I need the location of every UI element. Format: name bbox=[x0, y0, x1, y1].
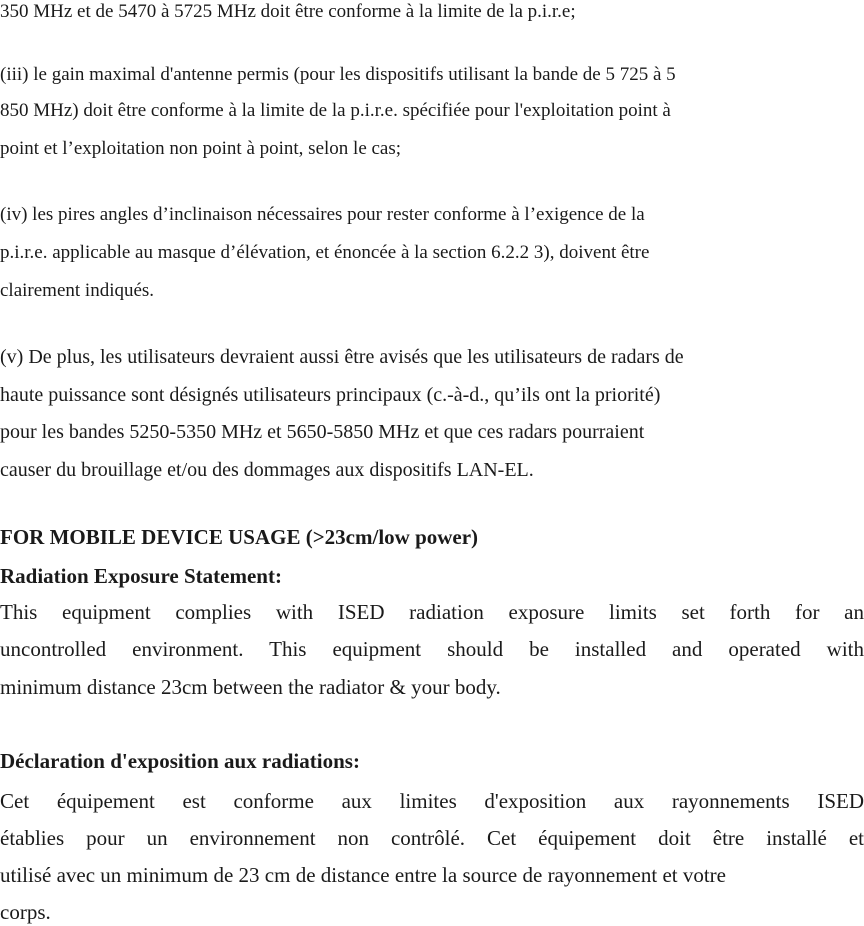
statement-en-line-3: minimum distance 23cm between the radiator & your body. bbox=[0, 675, 501, 699]
paragraph-v-line-2: haute puissance sont désignés utilisateurs principaux (c.-à-d., qu’ils ont la priorité) bbox=[0, 384, 661, 406]
statement-en-heading: Radiation Exposure Statement: bbox=[0, 564, 282, 588]
paragraph-v-line-1: (v) De plus, les utilisateurs devraient aussi être avisés que les utilisateurs de radars de bbox=[0, 346, 684, 368]
statement-fr-heading: Déclaration d'exposition aux radiations: bbox=[0, 749, 360, 773]
paragraph-ii-line-1: 350 MHz et de 5470 à 5725 MHz doit être conforme à la limite de la p.i.r.e; bbox=[0, 1, 576, 22]
paragraph-iv-line-1: (iv) les pires angles d’inclinaison nécessaires pour rester conforme à l’exigence de la bbox=[0, 204, 645, 225]
paragraph-v-line-3: pour les bandes 5250-5350 MHz et 5650-5850 MHz et que ces radars pourraient bbox=[0, 421, 645, 443]
section-heading: FOR MOBILE DEVICE USAGE (>23cm/low power) bbox=[0, 525, 479, 549]
paragraph-iv-line-3: clairement indiqués. bbox=[0, 280, 155, 301]
statement-en-line-2: uncontrolled environment. This equipment should be installed and operated with bbox=[0, 637, 864, 661]
statement-fr-line-1: Cet équipement est conforme aux limites d'exposition aux rayonnements ISED bbox=[0, 789, 864, 813]
statement-fr-line-4: corps. bbox=[0, 900, 51, 924]
statement-fr-line-3: utilisé avec un minimum de 23 cm de distance entre la source de rayonnement et votre bbox=[0, 863, 726, 887]
paragraph-v-line-4: causer du brouillage et/ou des dommages aux dispositifs LAN-EL. bbox=[0, 459, 534, 481]
paragraph-iii-line-2: 850 MHz) doit être conforme à la limite de la p.i.r.e. spécifiée pour l'exploitation point à bbox=[0, 100, 671, 121]
statement-fr-line-2: établies pour un environnement non contrôlé. Cet équipement doit être installé et bbox=[0, 826, 864, 850]
paragraph-iii-line-1: (iii) le gain maximal d'antenne permis (pour les dispositifs utilisant la bande de 5 725 à 5 bbox=[0, 64, 676, 85]
paragraph-iv-line-2: p.i.r.e. applicable au masque d’élévation, et énoncée à la section 6.2.2 3), doivent être bbox=[0, 242, 650, 263]
statement-en-line-1: This equipment complies with ISED radiation exposure limits set forth for an bbox=[0, 600, 864, 624]
paragraph-iii-line-3: point et l’exploitation non point à point, selon le cas; bbox=[0, 138, 402, 159]
